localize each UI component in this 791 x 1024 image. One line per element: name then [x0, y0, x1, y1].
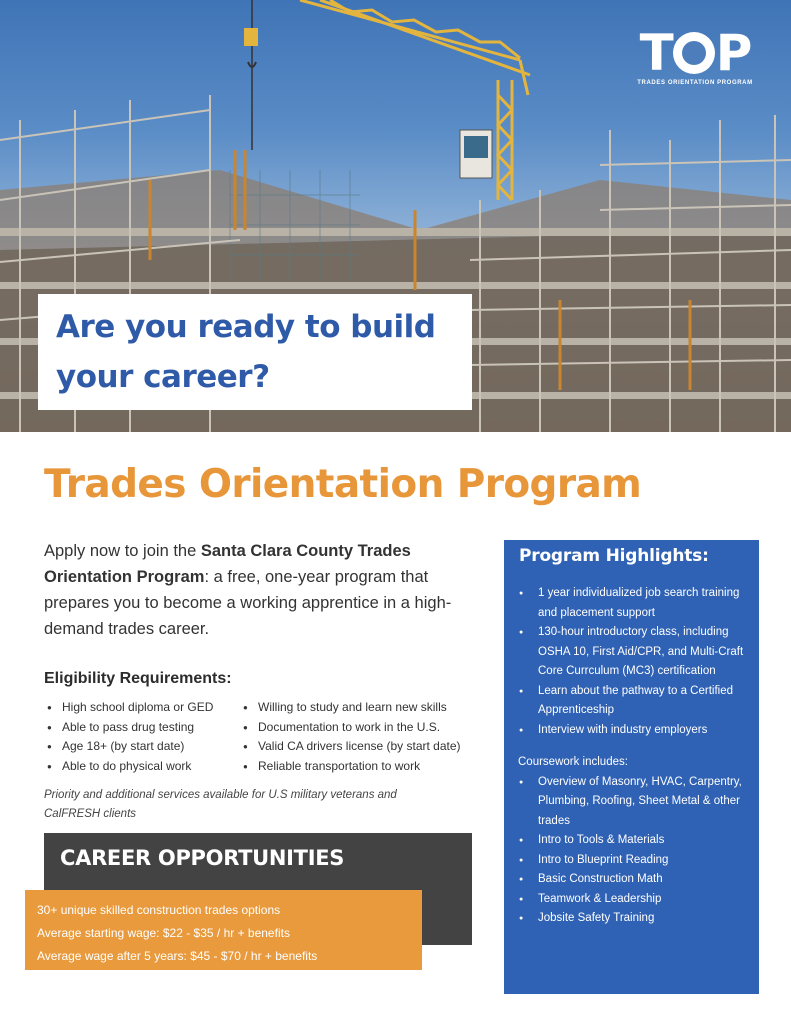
logo-letter-t: T: [639, 24, 672, 82]
highlights-title: Program Highlights:: [519, 546, 709, 566]
list-item: ● Intro to Blueprint Reading: [516, 851, 747, 871]
top-logo: [629, 24, 761, 86]
hero-banner: [0, 0, 791, 432]
page-title: Trades Orientation Program: [44, 462, 642, 507]
list-item: ● Willing to study and learn new skills: [242, 698, 461, 718]
list-item: ● Able to pass drug testing: [46, 718, 213, 738]
list-item: ● Basic Construction Math: [516, 870, 747, 890]
list-item: ● 1 year individualized job search training and placement support: [516, 584, 747, 623]
list-item: ● Overview of Masonry, HVAC, Carpentry, Plumbing, Roofing, Sheet Metal & other trades: [516, 773, 747, 832]
coursework-title: Coursework includes:: [518, 756, 628, 768]
career-line: Average starting wage: $22 - $35 / hr + benefits: [37, 926, 290, 940]
program-highlights-panel: [504, 540, 759, 994]
list-item: ● 130-hour introductory class, including OSHA 10, First Aid/CPR, and Multi-Craft Core Currculum (MC3) certification: [516, 623, 747, 682]
intro-paragraph: [44, 538, 484, 642]
intro-suffix: : a free, one-year program that prepares you to become a working apprentice in a high-demand trades career.: [44, 568, 452, 638]
coursework-list: [516, 773, 747, 929]
career-line: Average wage after 5 years: $45 - $70 / hr + benefits: [37, 949, 318, 963]
hero-headline-line1: Are you ready to build: [56, 309, 436, 345]
career-line: 30+ unique skilled construction trades options: [37, 903, 281, 917]
list-item: ● High school diploma or GED: [46, 698, 213, 718]
eligibility-list-right: [242, 698, 461, 776]
logo-letter-p: P: [715, 24, 751, 82]
list-item: ● Jobsite Safety Training: [516, 909, 747, 929]
priority-note: Priority and additional services available for U.S military veterans and CalFRESH clients: [44, 789, 397, 820]
intro-prefix: Apply now to join the: [44, 542, 201, 560]
list-item: ● Able to do physical work: [46, 757, 213, 777]
eligibility-title: Eligibility Requirements:: [44, 670, 232, 687]
list-item: ● Interview with industry employers: [516, 721, 747, 741]
logo-subtitle: TRADES ORIENTATION PROGRAM: [637, 80, 753, 86]
intro-program-name: Santa Clara County Trades Orientation Program: [44, 542, 411, 586]
hero-headline-box: [38, 294, 472, 410]
list-item: ● Learn about the pathway to a Certified Apprenticeship: [516, 682, 747, 721]
list-item: ● Valid CA drivers license (by start date): [242, 737, 461, 757]
list-item: ● Intro to Tools & Materials: [516, 831, 747, 851]
hero-headline-line2: your career?: [56, 359, 270, 395]
list-item: ● Teamwork & Leadership: [516, 890, 747, 910]
career-title: CAREER OPPORTUNITIES: [60, 846, 345, 870]
list-item: ● Reliable transportation to work: [242, 757, 461, 777]
hero-headline: [56, 302, 454, 402]
highlights-list: [516, 584, 747, 740]
eligibility-list-left: [46, 698, 213, 776]
list-item: ● Age 18+ (by start date): [46, 737, 213, 757]
list-item: ● Documentation to work in the U.S.: [242, 718, 461, 738]
globe-icon: [673, 32, 715, 74]
career-details-box: [25, 890, 422, 970]
